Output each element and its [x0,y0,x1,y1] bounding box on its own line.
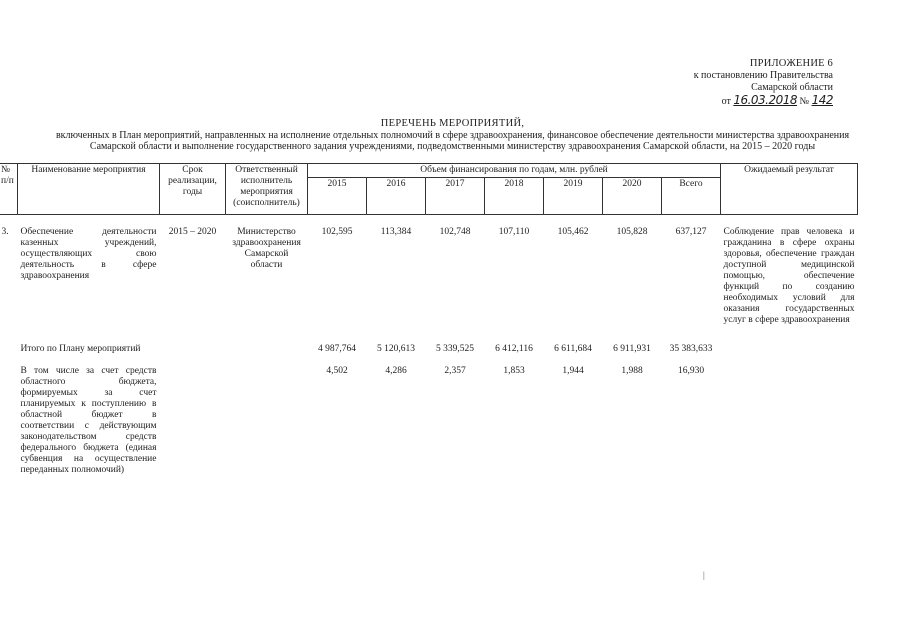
header-name: Наименование мероприятия [18,164,160,215]
header-term: Срок реализации, годы [160,164,226,215]
row-value-2020: 105,828 [616,227,648,237]
row-result [721,356,858,477]
row-value-2019: 105,462 [557,227,589,237]
row-num [0,356,18,477]
row-value-2015: 4 987,764 [318,344,356,354]
row-value-total: 16,930 [677,366,705,376]
table-row-total [0,327,858,356]
row-term [160,356,226,477]
appendix-block [633,58,833,108]
header-funding: Объем финансирования по годам, млн. рублей [308,164,721,178]
title-main: ПЕРЕЧЕНЬ МЕРОПРИЯТИЙ, [380,118,525,129]
row-value-2016: 5 120,613 [377,344,415,354]
year-total: Всего [662,178,721,215]
document-title [0,118,905,153]
row-value-2018: 107,110 [498,227,530,237]
row-responsible: Министерство здравоохранения Самарской области [232,227,301,270]
row-num [0,327,18,356]
scan-mark: | [703,570,705,580]
row-value-2015: 4,502 [326,366,348,376]
row-name: Обеспечение деятельности казенных учреждений, осуществляющих свою деятельность в сфере здравоохранения [20,227,157,281]
row-value-2020: 6 911,931 [613,344,651,354]
year-2015: 2015 [308,178,367,215]
row-value-total: 35 383,633 [669,344,713,354]
appendix-date-line [633,94,833,108]
header-result: Ожидаемый результат [721,164,858,215]
row-value-2018: 1,853 [503,366,525,376]
row-responsible [226,356,308,477]
from-label: от [721,96,731,107]
year-2020: 2020 [603,178,662,215]
title-sub1: включенных в План мероприятий, направленных на исполнение отдельных полномочий в сфере здравоохранения, финансовое обеспечение деятельности министерства здравоохранения [55,129,850,141]
row-value-2019: 1,944 [562,366,584,376]
row-value-2017: 2,357 [444,366,466,376]
row-value-2016: 4,286 [385,366,407,376]
row-num: 3. [1,227,9,237]
year-2019: 2019 [544,178,603,215]
row-value-2019: 6 611,684 [554,344,592,354]
row-responsible [226,327,308,356]
year-2017: 2017 [426,178,485,215]
appendix-line2: к постановлению Правительства [693,70,833,81]
row-value-2020: 1,988 [621,366,643,376]
year-2018: 2018 [485,178,544,215]
row-term: 2015 – 2020 [168,227,217,237]
number-label: № [799,96,810,107]
row-value-2018: 6 412,116 [495,344,533,354]
header-num: № п/п [0,164,18,215]
row-value-2017: 102,748 [439,227,471,237]
row-term [160,327,226,356]
row-name: В том числе за счет средств областного бюджета, формируемых за счет планируемых к поступлению в областной бюджет в соответствии с действующим законодательством средств федерального бюджета (единая субвенция на осуществление переданных полномочий) [20,366,157,475]
appendix-line3: Самарской области [751,82,833,93]
year-2016: 2016 [367,178,426,215]
row-name: Итого по Плану мероприятий [20,344,141,354]
row-value-2017: 5 339,525 [436,344,474,354]
header-responsible: Ответственный исполнитель мероприятия (соисполнитель) [226,164,308,215]
handwritten-date: 16.03.2018 [733,93,798,107]
row-result [721,327,858,356]
handwritten-number: 142 [811,93,833,107]
row-result: Соблюдение прав человека и гражданина в сфере охраны здоровья, обеспечение граждан доступной медицинской помощью, обеспечение функций по созданию необходимых условий для оказания государственных услуг в сфере здравоохранения [723,227,855,325]
title-sub2: Самарской области и выполнение государственного задания учреждениями, подведомственными министерству здравоохранения Самарской области, на 2015 – 2020 годы [89,141,816,152]
row-value-2016: 113,384 [380,227,412,237]
row-value-2015: 102,595 [321,227,353,237]
table-row-incl [0,356,858,477]
header-row [0,164,858,178]
row-value-total: 637,127 [675,227,707,237]
appendix-title: ПРИЛОЖЕНИЕ 6 [749,58,833,69]
table-row [0,215,858,328]
measures-table [0,163,858,477]
